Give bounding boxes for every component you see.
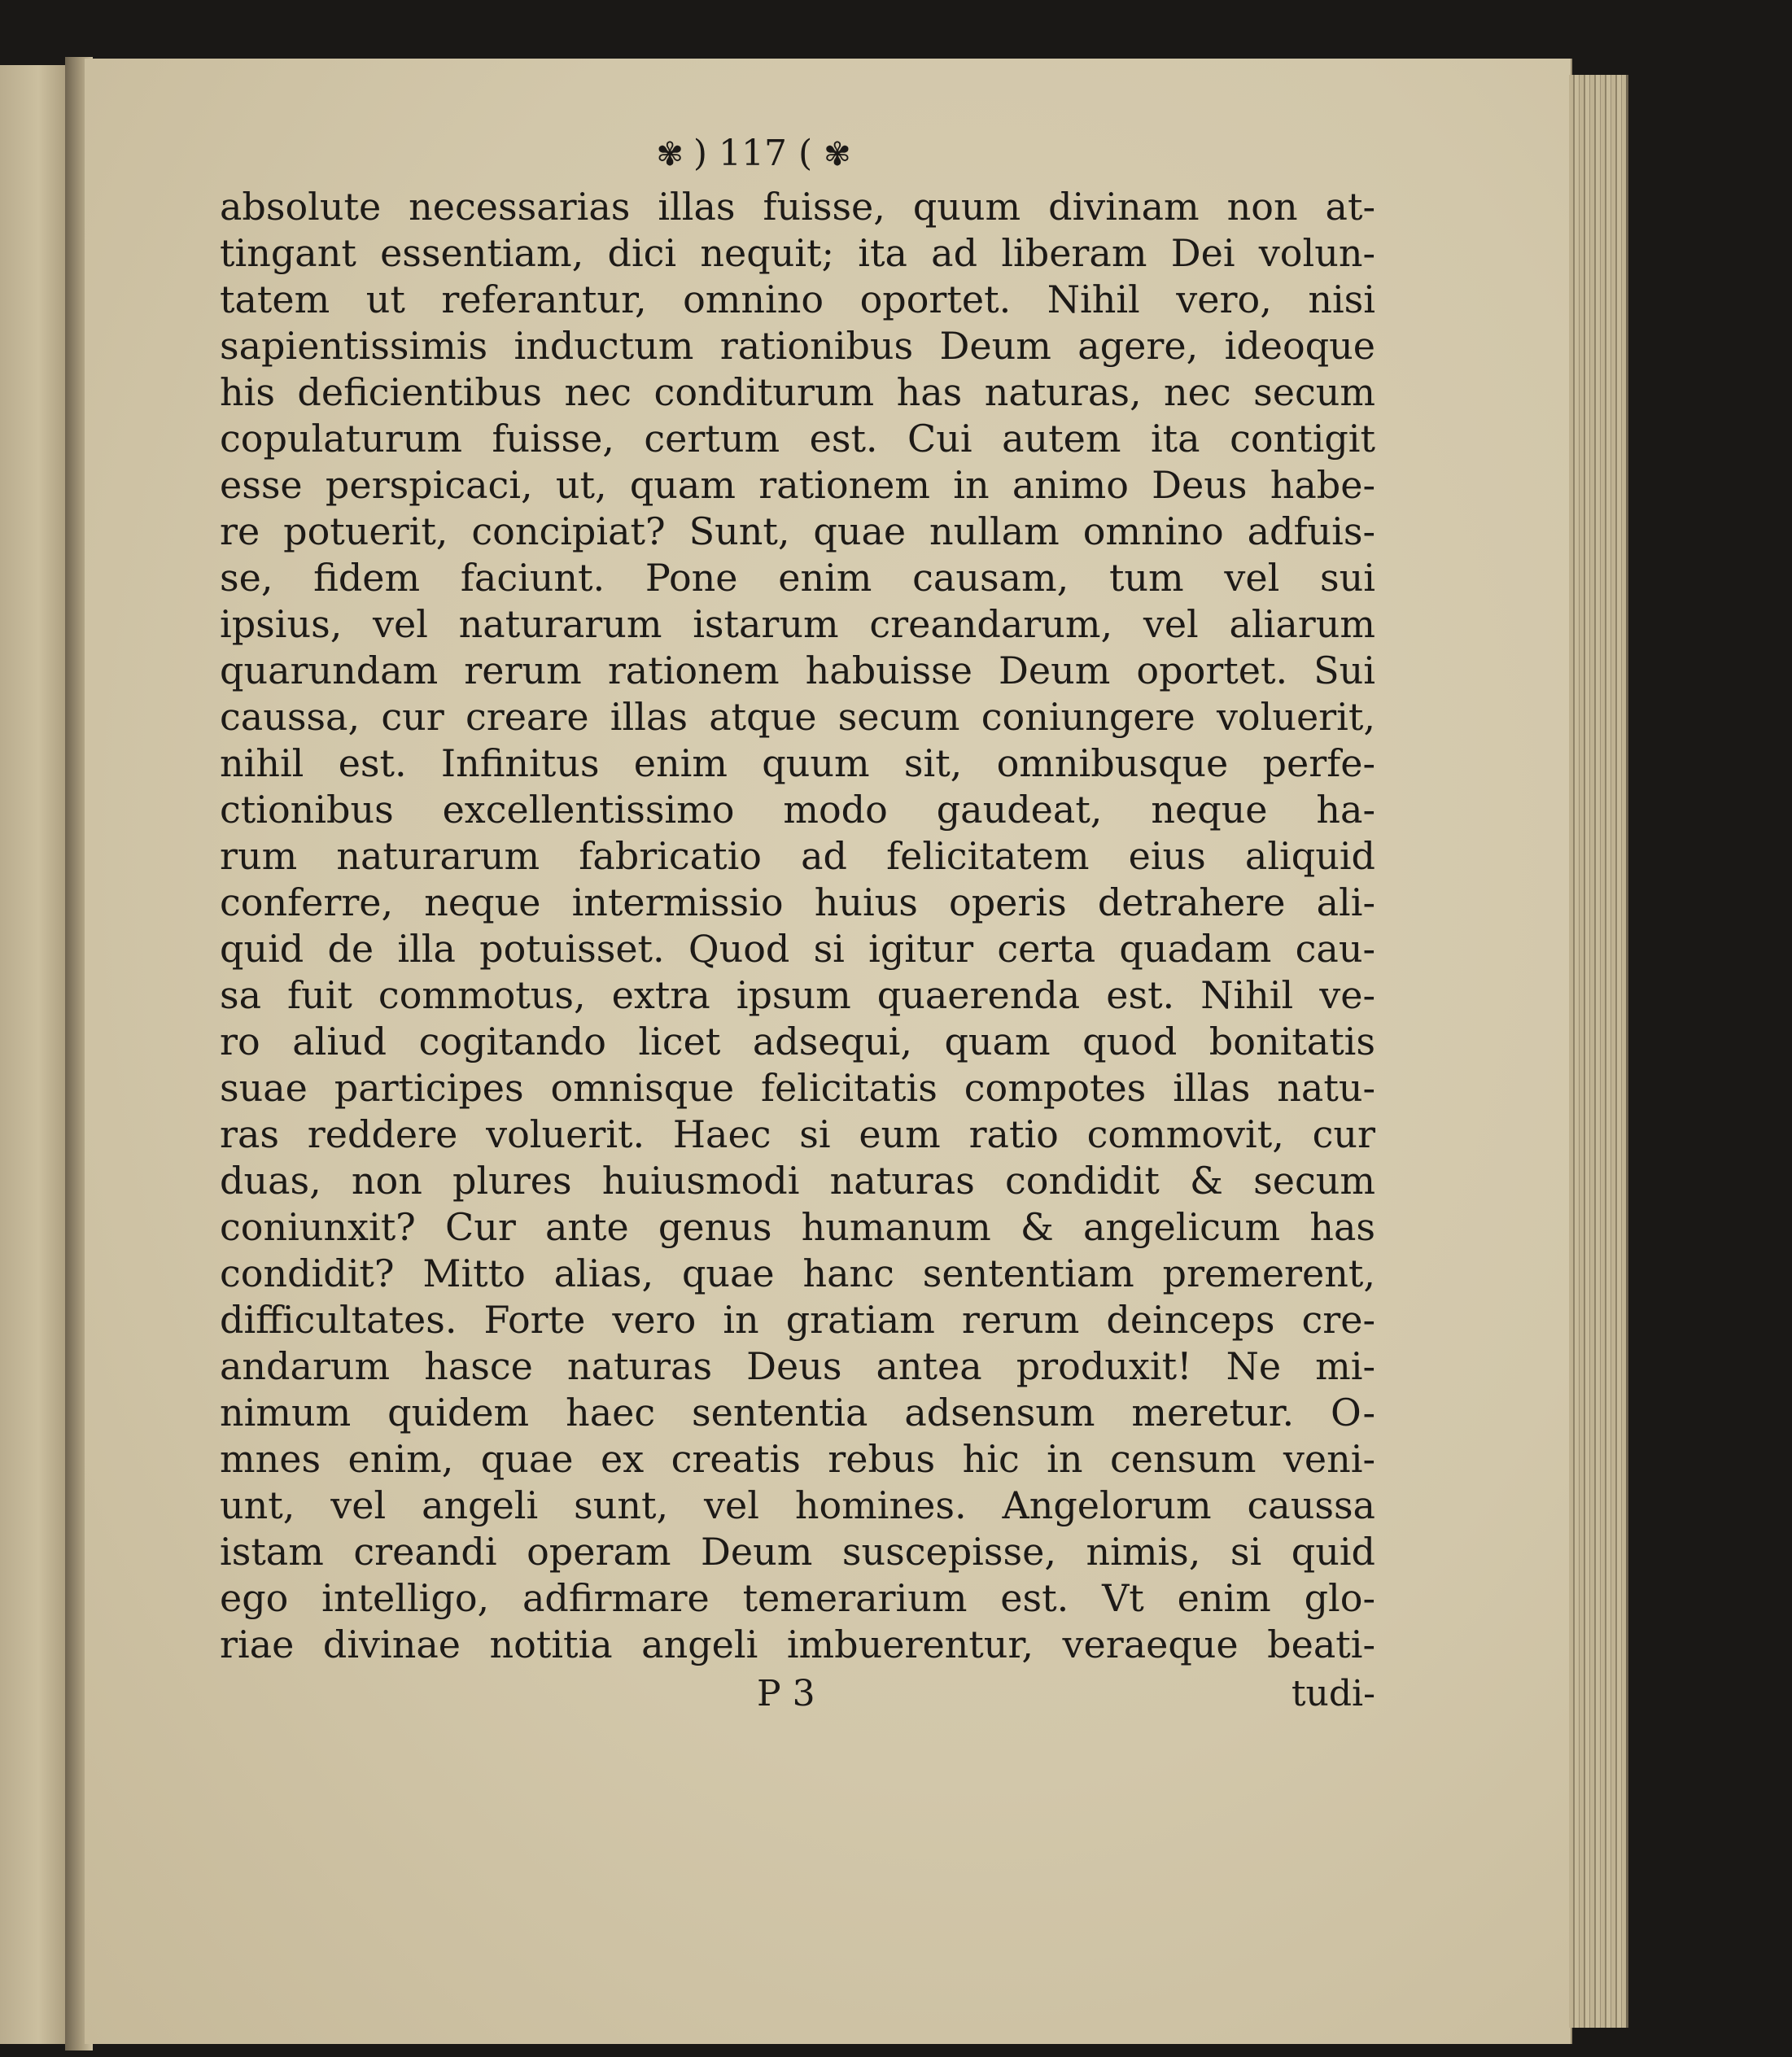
text-line: sa fuit commotus, extra ipsum quaerenda est. Nihil ve- (220, 973, 1375, 1017)
text-line: quarundam rerum rationem habuisse Deum oportet. Sui (220, 649, 1375, 692)
text-line: copulaturum fuisse, certum est. Cui autem ita contigit (220, 417, 1375, 461)
text-line: riae divinae notitia angeli imbuerentur, veraeque beati- (220, 1622, 1375, 1666)
text-line: his deficientibus nec conditurum has naturas, nec secum (220, 370, 1375, 414)
signature-mark: P 3 (757, 1673, 815, 1714)
text-line: quid de illa potuisset. Quod si igitur certa quadam cau- (220, 927, 1375, 971)
page-number: ) 117 ( (693, 133, 813, 174)
text-line: condidit? Mitto alias, quae hanc sententiam premerent, (220, 1251, 1375, 1295)
text-line: ras reddere voluerit. Haec si eum ratio commovit, cur (220, 1112, 1375, 1156)
text-line: difficultates. Forte vero in gratiam rerum deinceps cre- (220, 1298, 1375, 1342)
text-line: nimum quidem haec sententia adsensum meretur. O- (220, 1391, 1375, 1435)
text-line: tingant essentiam, dici nequit; ita ad liberam Dei volun- (220, 231, 1375, 275)
text-line: conferre, neque intermissio huius operis detrahere ali- (220, 880, 1375, 924)
text-line: nihil est. Infinitus enim quum sit, omnibusque perfe- (220, 741, 1375, 785)
body-text (220, 184, 1375, 1668)
text-line: coniunxit? Cur ante genus humanum & angelicum has (220, 1205, 1375, 1249)
text-line: mnes enim, quae ex creatis rebus hic in censum veni- (220, 1437, 1375, 1481)
text-line: sapientissimis inductum rationibus Deum agere, ideoque (220, 324, 1375, 368)
catchword: tudi- (1291, 1673, 1375, 1714)
right-ornament-icon: ✾ (824, 136, 850, 173)
text-line: se, fidem faciunt. Pone enim causam, tum vel sui (220, 556, 1375, 600)
text-line: ego intelligo, adfirmare temerarium est. Vt enim glo- (220, 1576, 1375, 1620)
text-line: ctionibus excellentissimo modo gaudeat, neque ha- (220, 788, 1375, 832)
text-line: esse perspicaci, ut, quam rationem in animo Deus habe- (220, 463, 1375, 507)
text-line: caussa, cur creare illas atque secum coniungere voluerit, (220, 695, 1375, 739)
text-line: suae participes omnisque felicitatis compotes illas natu- (220, 1066, 1375, 1110)
text-line: istam creandi operam Deum suscepisse, nimis, si quid (220, 1530, 1375, 1574)
page (85, 59, 1572, 2044)
text-line: duas, non plures huiusmodi naturas condidit & secum (220, 1159, 1375, 1203)
text-line: ipsius, vel naturarum istarum creandarum, vel aliarum (220, 602, 1375, 646)
text-line: andarum hasce naturas Deus antea produxit! Ne mi- (220, 1344, 1375, 1388)
running-head (220, 124, 1375, 184)
text-line: unt, vel angeli sunt, vel homines. Angelorum caussa (220, 1483, 1375, 1527)
text-line: rum naturarum fabricatio ad felicitatem eius aliquid (220, 834, 1375, 878)
page-footer (220, 1670, 1375, 1719)
page-edges (1569, 75, 1628, 2028)
text-line: absolute necessarias illas fuisse, quum divinam non at- (220, 185, 1375, 229)
text-block (220, 124, 1375, 1719)
text-line: ro aliud cogitando licet adsequi, quam quod bonitatis (220, 1020, 1375, 1063)
text-line: tatem ut referantur, omnino oportet. Nihil vero, nisi (220, 277, 1375, 321)
left-ornament-icon: ✾ (656, 136, 682, 173)
text-line: re potuerit, concipiat? Sunt, quae nullam omnino adfuis- (220, 509, 1375, 553)
previous-page-edge (0, 65, 70, 2044)
